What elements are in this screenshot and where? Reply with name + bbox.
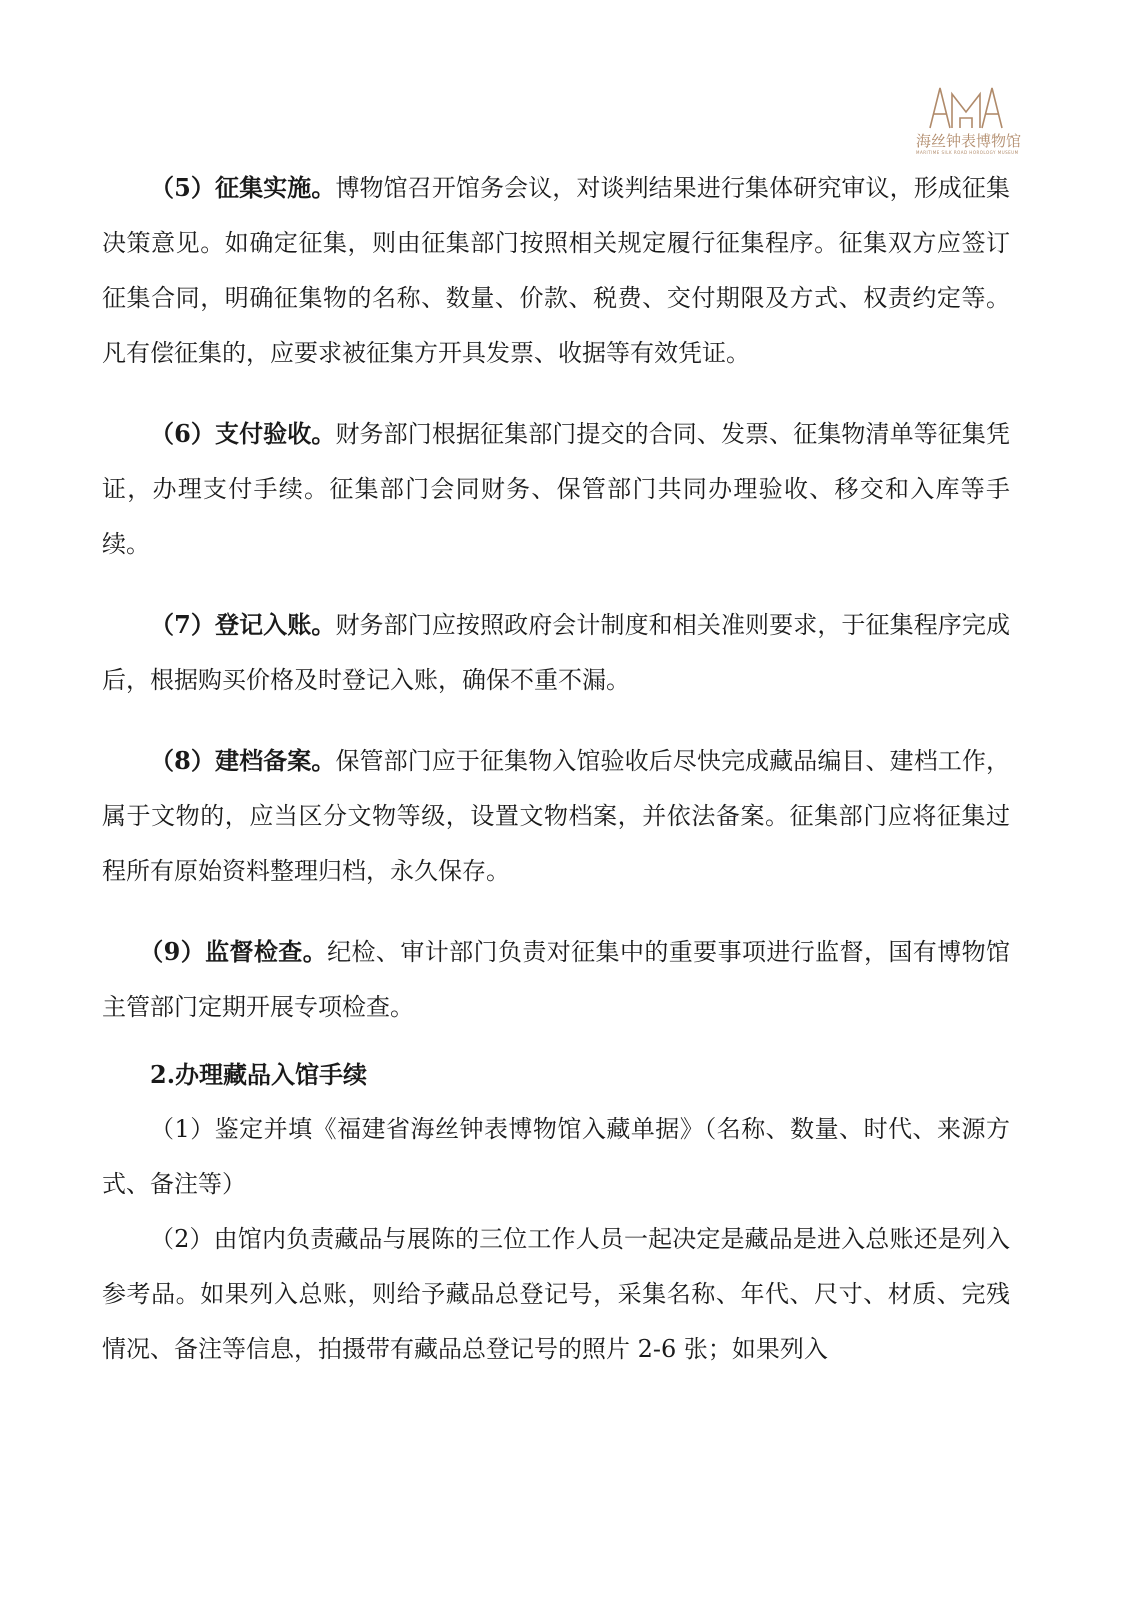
logo-subtitle: MARITIME SILK ROAD HOROLOGY MUSEUM (916, 150, 1019, 155)
paragraph-payment-acceptance (102, 406, 1010, 572)
logo-mark-icon (916, 84, 1016, 130)
paragraph-lead: （6）支付验收。 (150, 419, 336, 448)
paragraph-text: 保管部门应于征集物入馆验收后尽快完成藏品编目、建档工作，属于文物的，应当区分文物等级，设置文物档案，并依法备案。征集部门应将征集过程所有原始资料整理归档，永久保存。 (102, 747, 1010, 885)
paragraph-collection-implementation (102, 160, 1010, 381)
document-body (102, 160, 1010, 1377)
paragraph-text: 博物馆召开馆务会议，对谈判结果进行集体研究审议，形成征集决策意见。如确定征集，则由征集部门按照相关规定履行征集程序。征集双方应签订征集合同，明确征集物的名称、数量、价款、税费、交付期限及方式、权责约定等。凡有偿征集的，应要求被征集方开具发票、收据等有效凭证。 (102, 174, 1010, 367)
paragraph-text: 财务部门根据征集部门提交的合同、发票、征集物清单等征集凭证，办理支付手续。征集部门会同财务、保管部门共同办理验收、移交和入库等手续。 (102, 420, 1010, 558)
section-heading: 2.办理藏品入馆手续 (150, 1060, 368, 1089)
section-item-2: （2）由馆内负责藏品与展陈的三位工作人员一起决定是藏品是进入总账还是列入参考品。如果列入总账，则给予藏品总登记号，采集名称、年代、尺寸、材质、完残情况、备注等信息，拍摄带有藏品总登记号的照片 2-6 张；如果列入 (102, 1225, 1010, 1363)
paragraph-registration (102, 597, 1010, 708)
section-item-1: （1）鉴定并填《福建省海丝钟表博物馆入藏单据》（名称、数量、时代、来源方式、备注等） (102, 1115, 1010, 1198)
paragraph-lead: （9）监督检查。 (139, 937, 328, 966)
museum-logo (916, 84, 1022, 158)
paragraph-lead: （5）征集实施。 (150, 173, 336, 202)
paragraph-lead: （8）建档备案。 (150, 746, 336, 775)
paragraph-lead: （7）登记入账。 (150, 610, 336, 639)
paragraph-text: 财务部门应按照政府会计制度和相关准则要求，于征集程序完成后，根据购买价格及时登记入账，确保不重不漏。 (102, 611, 1010, 694)
paragraph-archiving (102, 733, 1010, 899)
logo-name: 海丝钟表博物馆 (916, 132, 1022, 150)
paragraph-text: 纪检、审计部门负责对征集中的重要事项进行监督，国有博物馆主管部门定期开展专项检查。 (102, 938, 1011, 1021)
paragraph-supervision (102, 924, 1010, 1035)
